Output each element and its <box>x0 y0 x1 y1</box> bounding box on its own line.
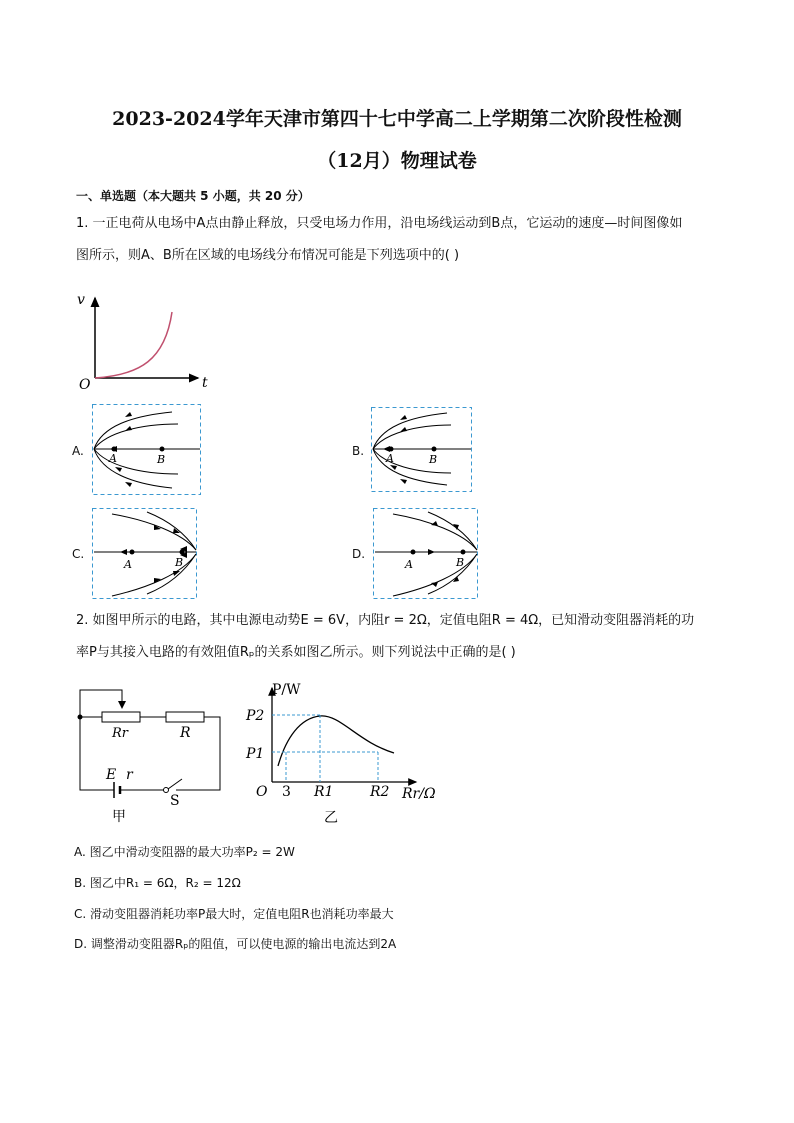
q2-option-c: C. 滑动变阻器消耗功率P最大时，定值电阻R也消耗功率最大 <box>74 907 394 921</box>
arrow <box>400 479 407 484</box>
arrow <box>125 412 132 417</box>
wire-slider <box>80 690 122 717</box>
point-b <box>180 550 185 555</box>
field-line <box>147 512 196 550</box>
point-b <box>432 447 437 452</box>
field-line <box>393 514 477 550</box>
arrow <box>125 426 132 431</box>
e-label: E <box>106 767 117 783</box>
resistor-r <box>166 712 204 722</box>
power-curve <box>278 716 394 766</box>
arrow <box>125 482 132 487</box>
q2-option-b: B. 图乙中R₁ = 6Ω，R₂ = 12Ω <box>74 876 241 890</box>
arrow <box>115 467 122 472</box>
point-a-label: A <box>386 452 394 465</box>
slider-arrow-icon <box>118 701 126 709</box>
q2-option-a: A. 图乙中滑动变阻器的最大功率P₂ = 2W <box>74 845 295 859</box>
field-line <box>373 425 451 449</box>
q1-text-line2: 图所示，则A、B所在区域的电场线分布情况可能是下列选项中的( ) <box>76 248 460 263</box>
switch-lever <box>168 779 182 789</box>
q1-option-c-label: C. <box>72 547 85 561</box>
point-a <box>411 550 416 555</box>
point-a-label: A <box>405 558 413 571</box>
arrow <box>400 427 407 432</box>
point-a <box>112 447 117 452</box>
q2-text-line1: 2. 如图甲所示的电路，其中电源电动势E = 6V，内阻r = 2Ω，定值电阻R = 4Ω，已知滑动变阻器消耗的功 <box>76 613 695 628</box>
field-line <box>112 514 196 550</box>
r2-tick-label: R2 <box>370 784 390 800</box>
point-a <box>130 550 135 555</box>
p1-label: P1 <box>246 746 265 762</box>
q1-option-c-figure <box>92 508 198 600</box>
field-line <box>373 449 451 473</box>
point-a-label: A <box>109 452 117 465</box>
circuit-caption: 甲 <box>112 809 126 825</box>
pr-x-label: Rr/Ω <box>402 786 436 802</box>
point-a-label: A <box>124 558 132 571</box>
q1-option-b-figure <box>371 407 473 493</box>
field-line <box>94 449 178 474</box>
q2-option-d: D. 调整滑动变阻器Rₚ的阻值，可以使电源的输出电流达到2A <box>74 937 397 951</box>
point-b-label: B <box>456 556 465 569</box>
q2-circuit-diagram <box>70 685 230 835</box>
rr-label: Rr <box>112 726 129 741</box>
arrow <box>428 549 435 555</box>
point-b <box>461 550 466 555</box>
field-line <box>94 412 172 449</box>
q2-text-line2: 率P与其接入电路的有效阻值Rₚ的关系如图乙所示。则下列说法中正确的是( ) <box>76 645 516 660</box>
vt-x-label: t <box>202 375 208 391</box>
q1-option-a-label: A. <box>72 444 84 458</box>
arrow <box>173 571 180 576</box>
point-b-label: B <box>175 556 184 569</box>
q2-power-graph <box>240 680 445 830</box>
field-line <box>373 413 447 449</box>
point-b <box>160 447 165 452</box>
pr-origin-label: O <box>256 784 268 800</box>
x3-tick-label: 3 <box>282 784 291 800</box>
q1-text-line1: 1. 一正电荷从电场中A点由静止释放，只受电场力作用，沿电场线运动到B点，它运动的速度—时间图像如 <box>76 216 683 231</box>
switch-contact <box>164 788 169 793</box>
section-heading: 一、单选题（本大题共 5 小题，共 20 分） <box>76 189 310 203</box>
field-line <box>94 424 178 449</box>
q1-option-d-figure <box>373 508 479 600</box>
page-title-line2: （12月）物理试卷 <box>317 150 477 172</box>
q1-vt-graph <box>70 290 220 395</box>
r-label: R <box>180 725 191 741</box>
point-b-label: B <box>157 453 166 466</box>
arrow <box>120 549 127 555</box>
point-a <box>389 447 394 452</box>
rheostat-rr <box>102 712 140 722</box>
internal-r-label: r <box>126 767 133 783</box>
r1-tick-label: R1 <box>314 784 334 800</box>
switch-label: S <box>170 793 180 809</box>
p2-label: P2 <box>246 708 265 724</box>
q1-option-b-label: B. <box>352 444 365 458</box>
vt-origin-label: O <box>79 377 91 393</box>
field-line <box>428 512 477 550</box>
graph-caption: 乙 <box>324 810 338 826</box>
point-b-label: B <box>429 453 438 466</box>
page-title-line1: 2023-2024学年天津市第四十七中学高二上学期第二次阶段性检测 <box>112 108 682 130</box>
vt-curve <box>95 312 172 378</box>
q1-option-d-label: D. <box>352 547 366 561</box>
vt-y-label: v <box>77 292 85 308</box>
pr-y-label: P/W <box>272 682 301 698</box>
arrow <box>400 415 407 420</box>
q1-option-a-figure <box>92 404 202 496</box>
